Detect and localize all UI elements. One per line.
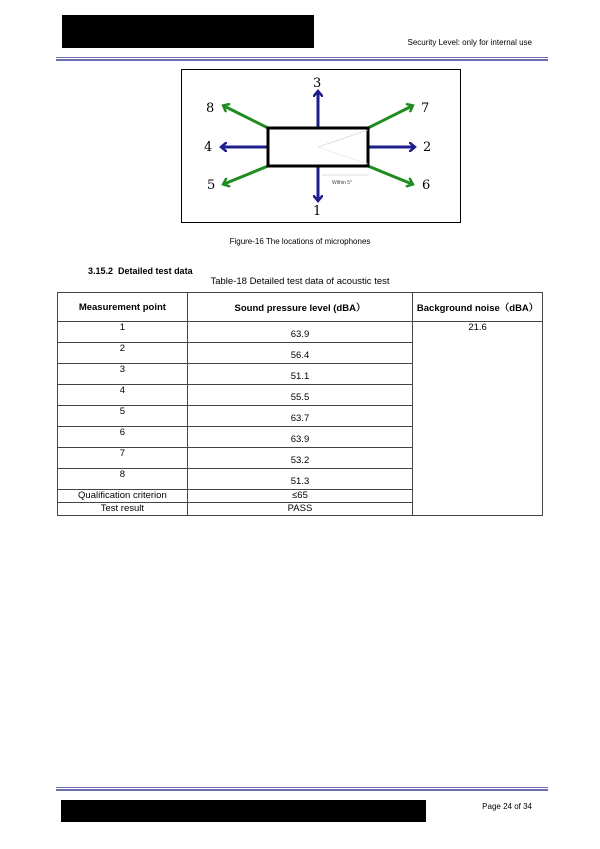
header-background-noise: Background noise（dBA） — [413, 293, 543, 322]
microphone-diagram — [182, 70, 462, 224]
point-cell: 8 — [58, 469, 188, 490]
point-cell: 2 — [58, 343, 188, 364]
point-cell: 4 — [58, 385, 188, 406]
table-row — [58, 322, 543, 343]
header-measurement-point: Measurement point — [58, 293, 188, 322]
label-4: 4 — [204, 140, 213, 155]
figure-caption: Figure-16 The locations of microphones — [229, 237, 371, 246]
arrow-8 — [224, 106, 268, 128]
spl-cell: 51.1 — [187, 364, 412, 385]
footer-rule — [56, 787, 548, 791]
spl-cell: 53.2 — [187, 448, 412, 469]
header-sound-pressure: Sound pressure level (dBA） — [187, 293, 412, 322]
point-cell: 7 — [58, 448, 188, 469]
spl-cell: 51.3 — [187, 469, 412, 490]
criterion-value: ≤65 — [187, 490, 412, 503]
criterion-label: Qualification criterion — [58, 490, 188, 503]
page-number: Page 24 of 34 — [482, 802, 532, 811]
point-cell: 5 — [58, 406, 188, 427]
label-7: 7 — [421, 101, 430, 116]
arrow-5 — [224, 166, 268, 184]
result-label: Test result — [58, 503, 188, 516]
spl-cell: 63.7 — [187, 406, 412, 427]
label-1: 1 — [313, 204, 322, 219]
section-number: 3.15.2 — [88, 266, 114, 276]
label-8: 8 — [206, 101, 215, 116]
section-heading — [88, 266, 193, 276]
spl-cell: 56.4 — [187, 343, 412, 364]
result-value: PASS — [187, 503, 412, 516]
redaction-bar-bottom — [61, 800, 426, 822]
label-3: 3 — [313, 76, 322, 91]
security-level: Security Level: only for internal use — [407, 38, 532, 47]
label-6: 6 — [422, 178, 431, 193]
redaction-bar-top — [62, 15, 314, 48]
background-noise-cell: 21.6 — [413, 322, 543, 516]
point-cell: 3 — [58, 364, 188, 385]
label-5: 5 — [207, 178, 216, 193]
within-note: Within 5° — [332, 180, 353, 186]
arrow-6 — [368, 166, 412, 184]
spl-cell: 55.5 — [187, 385, 412, 406]
microphone-figure — [181, 69, 461, 223]
header-rule — [56, 57, 548, 61]
point-cell: 6 — [58, 427, 188, 448]
point-cell: 1 — [58, 322, 188, 343]
spl-cell: 63.9 — [187, 427, 412, 448]
spl-cell: 63.9 — [187, 322, 412, 343]
section-title: Detailed test data — [118, 266, 193, 276]
table-caption: Table-18 Detailed test data of acoustic test — [210, 276, 390, 287]
arrow-7 — [368, 106, 412, 128]
acoustic-data-table — [57, 292, 543, 516]
label-2: 2 — [423, 140, 432, 155]
